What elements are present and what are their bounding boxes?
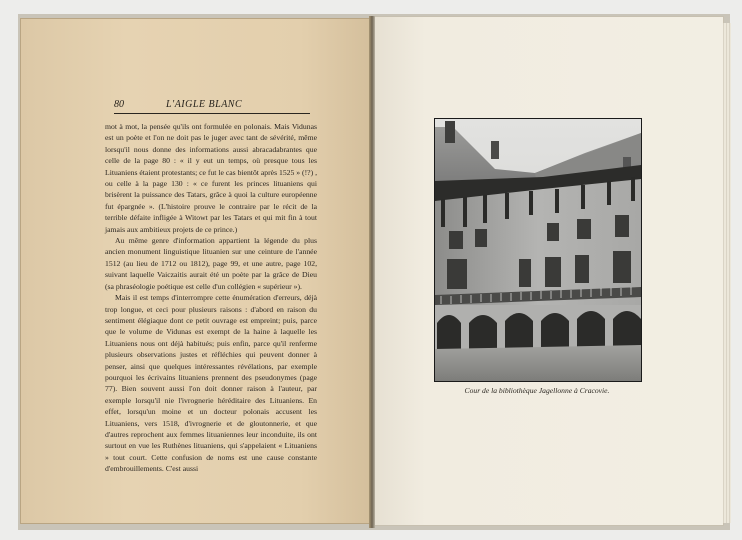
running-title: L'AIGLE BLANC	[166, 99, 243, 110]
page-stack-edge	[723, 23, 731, 523]
photo-caption: Cour de la bibliothèque Jagellonne à Cracovie.	[464, 386, 610, 395]
page-number: 80	[114, 99, 124, 110]
paragraph: Mais il est temps d'interrompre cette énumération d'erreurs, déjà trop longue, et ceci pour plusieurs raisons : d'abord en raison du sentiment élégiaque dont ce petit ouvrage est empreint; puis, parce que le volume de Vidunas est exempt de la haine à laquelle les Lituaniens nous ont déjà habitués; puis enfin, parce qu'il renferme plusieurs observations justes et réfléchies qui peuvent donner à penser, ainsi que quelques intéressantes révélations, par exemple pourquoi les écrivains lituaniens prennent des pseudonymes (page 77). Bien souvent aussi l'on doit donner raison à l'auteur, par exemple lorsqu'il nie l'ivrognerie héréditaire des Lituaniens. En effet, lorsqu'un moine et un docteur polonais accusent les Lituaniens, vers 1518, d'ivrognerie et de gloutonnerie, et que d'autres reprochent aux femmes lituaniennes leur inconduite, ils ont surtout en vue les Ruthènes lituaniens, qui s'appelaient « Lituaniens » tout court. Cette confusion de noms est une cause constante d'embrouillements. C'est aussi	[105, 293, 317, 474]
body-text	[105, 121, 317, 475]
running-header	[114, 99, 310, 114]
book-gutter	[369, 16, 375, 528]
courtyard-photo	[434, 118, 642, 382]
paragraph: Au même genre d'information appartient la légende du plus ancien monument linguistique lituanien sur une ceinture de l'année 1512 (au lieu de 1712 ou 1812), page 99, et une autre, page 102, suivant laquelle Vaiczaitis aurait été un poète par la grâce de Dieu (sa phraséologie poétique est celle d'un collégien « supérieur »).	[105, 236, 317, 291]
paragraph: mot à mot, la pensée qu'ils ont formulée en polonais. Mais Vidunas est un poète et l'on ne doit pas le juger avec tant de sévérité, même lorsqu'il nous donne des informations aussi abracadabrantes que celle de la page 80 : « il y eut un temps, où presque tous les Lituaniens étaient protestants; ce fut le cas bientôt après 1525 » (!?) , ou celle à la page 130 : « ce furent les princes lituaniens qui brisèrent la puissance des Tatars, grâce à quoi la culture européenne fut épargnée ». (L'histoire prouve le contraire par le récit de la terrible défaite infligée à Witowt par les Tatars et qui mit fin à tout jamais aux ambitieux projets de ce prince.)	[105, 122, 317, 234]
